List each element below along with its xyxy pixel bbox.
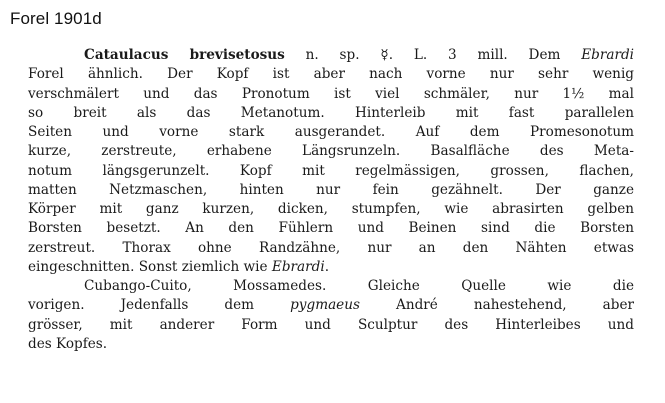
text-line-1-rest: n. sp. ☿. L. 3 mill. Dem <box>284 47 582 63</box>
species-name: Cataulacus brevisetosus <box>84 47 285 63</box>
text-line-3: verschmälert und das Pronotum ist viel schmäler, nur 1½ mal <box>28 85 634 102</box>
text-line-14-start: vorigen. Jedenfalls dem <box>28 297 291 314</box>
text-line-11: zerstreut. Thorax ohne Randzähne, nur an den Nähten etwas <box>28 239 634 256</box>
text-line-7: notum längsgerunzelt. Kopf mit regelmässigen, grossen, flachen, <box>28 162 634 179</box>
species-description <box>28 46 634 354</box>
text-line-5: Seiten und vorne stark ausgerandet. Auf dem Promesonotum <box>28 124 634 140</box>
text-line-16: des Kopfes. <box>28 335 108 352</box>
text-line-15: grösser, mit anderer Form und Sculptur des Hinterleibes und <box>28 316 634 333</box>
text-line-9: Körper mit ganz kurzen, dicken, stumpfen, wie abrasirten gelben <box>28 201 634 217</box>
citation-label: Forel 1901d <box>10 9 102 28</box>
text-line-1 <box>28 46 634 65</box>
text-line-2: Forel ähnlich. Der Kopf ist aber nach vorne nur sehr wenig <box>28 66 634 83</box>
text-line-12 <box>28 258 634 277</box>
ebrardi-name: Ebrardi <box>581 47 634 63</box>
text-line-12-end: . <box>324 258 330 275</box>
text-line-8: matten Netzmaschen, hinten nur fein gezähnelt. Der ganze <box>28 181 634 198</box>
text-line-6: kurze, zerstreute, erhabene Längsrunzeln. Basalfläche des Meta- <box>28 143 634 160</box>
text-line-4: so breit als das Metanotum. Hinterleib mit fast parallelen <box>28 104 634 121</box>
text-line-12-start: eingeschnitten. Sonst ziemlich wie <box>28 258 272 275</box>
text-line-14 <box>28 296 634 315</box>
text-line-10: Borsten besetzt. An den Fühlern und Beinen sind die Borsten <box>28 220 634 237</box>
ebrardi-name-2: Ebrardi <box>271 258 325 275</box>
text-line-14-end: André nahestehend, aber <box>359 297 634 314</box>
text-line-13: Cubango-Cuito, Mossamedes. Gleiche Quelle wie die <box>84 278 634 294</box>
pygmaeus-name: pygmaeus <box>290 297 360 314</box>
